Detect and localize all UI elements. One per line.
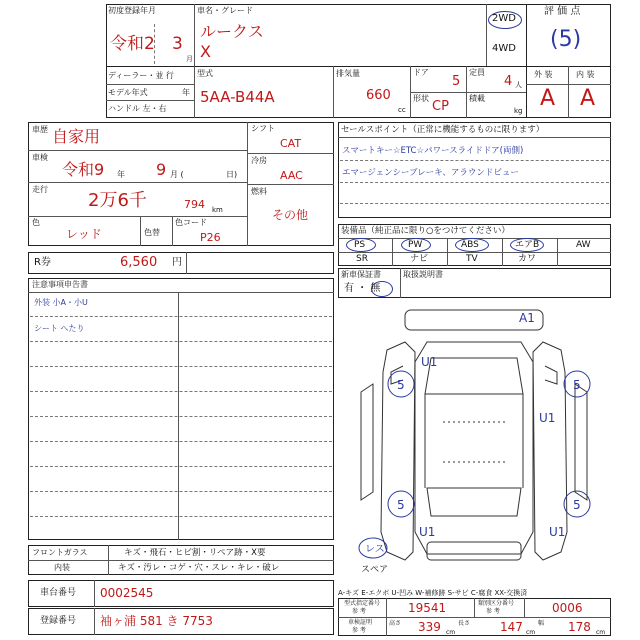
capacity-value: 4 (504, 74, 513, 89)
tire-lf: 5 (397, 378, 405, 392)
ac-label: 冷房 (251, 156, 267, 165)
spare-value: レス (365, 544, 385, 555)
ac-value: AAC (280, 169, 303, 182)
km-unit: km (212, 206, 223, 214)
cc-unit: cc (398, 106, 406, 114)
color-code-label: 色コード (175, 218, 207, 227)
warranty-new-label: 新車保証書 (341, 270, 381, 279)
rear-window-shape (427, 488, 521, 516)
height-label: 高さ (389, 620, 402, 627)
sales-point-line1: スマートキー☆ETC☆パワースライドドア(両側) (342, 146, 524, 156)
type-value: 5AA-B44A (200, 88, 275, 106)
notes-line2: シート へたり (34, 324, 85, 333)
exterior-grade: A (540, 86, 556, 111)
inspection-day-unit: 日) (226, 170, 238, 179)
warranty-records-label: 取扱説明書 (403, 270, 443, 279)
notes-title: 注意事項申告書 (32, 280, 88, 289)
model-year-unit: 年 (182, 88, 190, 97)
equipment-aw: AW (576, 240, 591, 250)
spare-label: スペア (361, 565, 389, 575)
rear-bumper-shape (427, 542, 521, 560)
windshield-shape (425, 358, 523, 394)
kind-value: 自家用 (52, 127, 101, 146)
model-year-label: モデル年式 (108, 88, 148, 97)
class-no-sub: 参 考 (486, 608, 500, 615)
damage-u1-left-bottom: U1 (419, 525, 436, 539)
inspection-month: 9 (156, 160, 167, 179)
tire-lr: 5 (397, 498, 405, 512)
chassis-value: 0002545 (100, 586, 154, 600)
damage-u1-left-top: U1 (421, 355, 438, 369)
length-value: 147 (500, 620, 523, 634)
displacement-label: 排気量 (336, 69, 360, 78)
interior-damage-label: 内装 (54, 563, 70, 572)
inspection-month-unit: 月 ( (170, 170, 184, 179)
recycle-label: R券 (34, 257, 51, 268)
car-name-label: 車名・グレード (197, 6, 253, 15)
vehicle-diagram (343, 302, 605, 584)
load-label: 積載 (469, 94, 485, 103)
first-reg-era: 令和2 (110, 34, 155, 54)
interior-grade: A (580, 86, 596, 111)
equipment-leather: カワ (518, 254, 537, 264)
type-label: 型式 (197, 69, 213, 78)
shift-label: シフト (251, 124, 275, 133)
width-unit: cm (596, 629, 606, 636)
registration-value: 袖ヶ浦 581 き 7753 (100, 614, 213, 628)
recycle-unit: 円 (172, 257, 182, 268)
color-code-value: P26 (200, 231, 221, 244)
tire-rr: 5 (573, 498, 581, 512)
damage-a1: A1 (519, 311, 535, 325)
width-value: 178 (568, 620, 591, 634)
score-label: 評 価 点 (544, 6, 581, 17)
grade: X (200, 42, 211, 61)
door-value: 5 (452, 74, 461, 89)
mileage-value: 2万6千 (88, 190, 147, 211)
dealer-label: ディーラー・並 行 (108, 71, 174, 80)
type-no-sub: 参 考 (352, 608, 366, 615)
first-reg-label: 初度登録年月 (108, 6, 156, 15)
equipment-sr: SR (356, 254, 368, 264)
fuel-value: その他 (272, 208, 309, 222)
class-no-label: 類別区分番号 (478, 600, 515, 607)
length-unit: cm (526, 629, 536, 636)
type-no-value: 19541 (408, 601, 447, 615)
cert-label: 車検証明 (348, 619, 373, 626)
length-label: 長さ (458, 620, 471, 627)
equipment-title: 装備品（純正品に限り○をつけてください） (341, 226, 510, 236)
capacity-unit: 人 (515, 81, 522, 89)
chassis-label: 車台番号 (40, 588, 77, 598)
exterior-label: 外 装 (534, 70, 553, 79)
inspection-year-unit: 年 (117, 170, 125, 179)
cert-sub: 参 考 (352, 627, 366, 634)
shape-label: 形状 (413, 94, 429, 103)
first-reg-month: 3 (172, 34, 183, 54)
equipment-tv: TV (466, 254, 478, 264)
notes-block (28, 278, 334, 540)
front-glass-label: フロントガラス (32, 548, 88, 557)
body-top-shape (415, 342, 533, 554)
front-glass-value: キズ・飛石・ヒビ割・リペア跡・X要 (124, 548, 266, 558)
mileage-extra: 794 (184, 198, 205, 211)
notes-line1: 外装 小A・小U (34, 298, 88, 307)
door-label: ドア (413, 68, 429, 77)
car-name: ルークス (200, 22, 264, 41)
height-unit: cm (446, 629, 456, 636)
warranty-value: 有 ・ 無 (344, 283, 381, 294)
mileage-label: 走行 (32, 185, 48, 194)
tire-rf: 5 (573, 378, 581, 392)
color-label: 色 (32, 218, 40, 227)
load-unit: kg (514, 107, 523, 115)
type-no-label: 型式指定番号 (344, 600, 381, 607)
height-value: 339 (418, 620, 441, 634)
color-value: レッド (66, 227, 102, 241)
damage-legend: A-キズ E-エクボ U-凹み W-補修跡 S-サビ C-腐食 XX-交換済 (338, 589, 528, 597)
sales-point-line2: エマージェンシーブレーキ、アラウンドビュー (342, 168, 519, 178)
damage-u1-right: U1 (539, 411, 556, 425)
color-change-label: 色替 (144, 228, 160, 237)
drive-2wd: 2WD (492, 13, 516, 24)
interior-damage-value: キズ・汚レ・コゲ・穴・スレ・キレ・破レ (118, 563, 280, 573)
interior-label: 内 装 (576, 70, 595, 79)
damage-u1-right-bottom: U1 (549, 525, 566, 539)
month-unit: 月 (186, 55, 193, 63)
recycle-value: 6,560 (120, 255, 158, 270)
drive-4wd: 4WD (492, 43, 516, 54)
fuel-label: 燃料 (251, 187, 267, 196)
shape-value: CP (432, 99, 449, 114)
kind-label: 車歴 (32, 125, 48, 134)
capacity-label: 定員 (469, 68, 485, 77)
shift-value: CAT (280, 137, 302, 150)
sales-point-title: セールスポイント（正常に機能するものに限ります） (341, 125, 545, 135)
displacement-value: 660 (366, 88, 391, 103)
handle-label: ハンドル 左・右 (108, 104, 167, 113)
equipment-navi: ナビ (410, 254, 429, 264)
class-no-value: 0006 (552, 601, 583, 615)
score-value: (5) (550, 27, 582, 52)
inspection-label: 車検 (32, 153, 48, 162)
width-label: 幅 (538, 620, 545, 627)
inspection-era: 令和9 (62, 160, 105, 179)
equipment-airbag: エアB (515, 240, 540, 250)
equipment-ps: PS (354, 240, 366, 250)
equipment-pw: PW (408, 240, 423, 250)
equipment-abs: ABS (461, 240, 479, 250)
registration-label: 登録番号 (40, 616, 77, 626)
